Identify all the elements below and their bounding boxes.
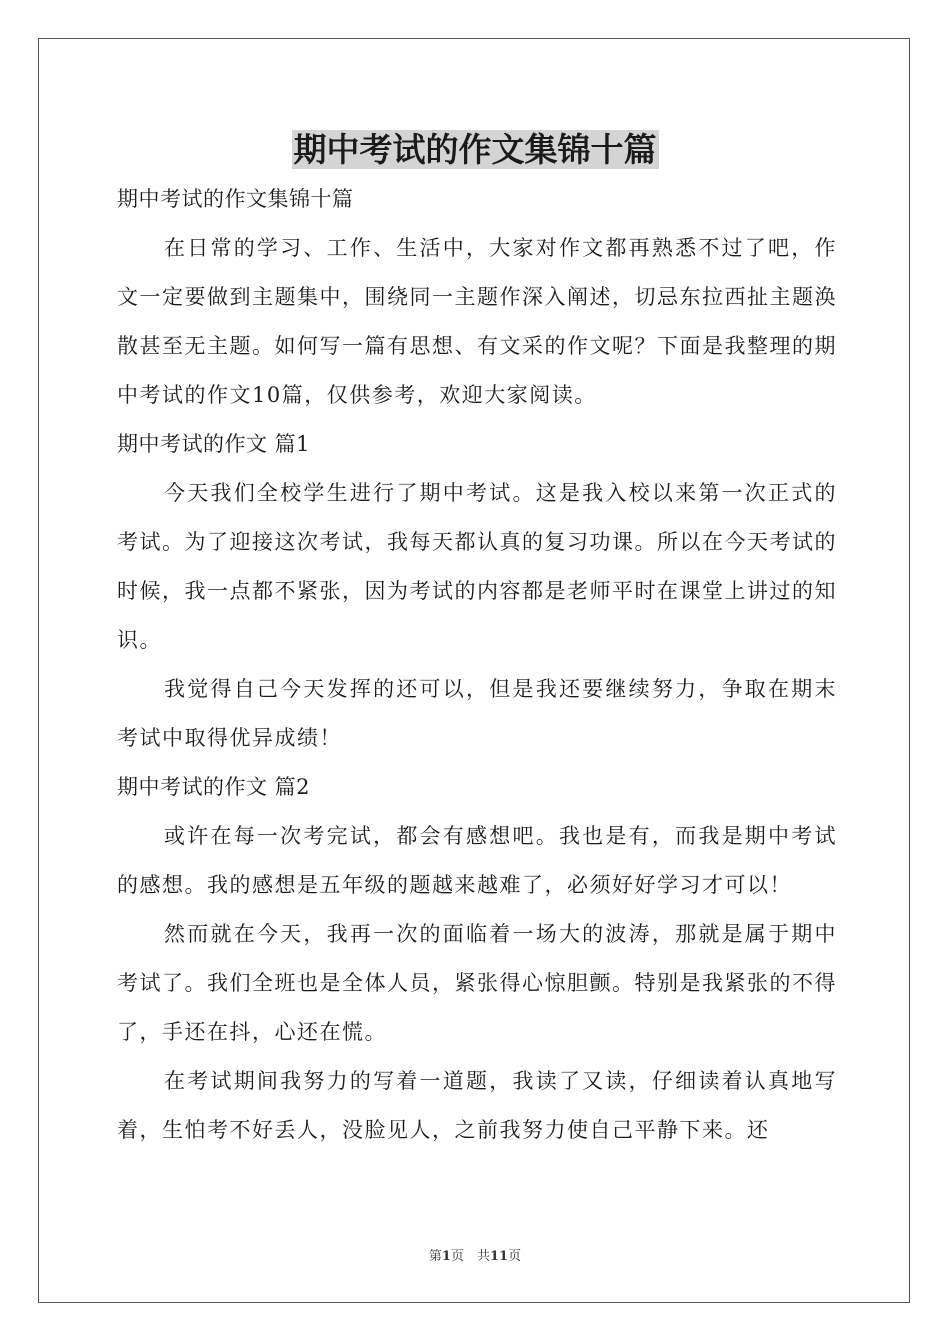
essay-2-heading: 期中考试的作文 篇2 (117, 775, 311, 799)
essay-2-paragraph-2: 然而就在今天，我再一次的面临着一场大的波涛，那就是属于期中考试了。我们全班也是全体人员，紧张得心惊胆颤。特别是我紧张的不得了，手还在抖，心还在慌。 (117, 922, 837, 1044)
footer-page-suffix: 页 (508, 1249, 522, 1264)
essay-2-paragraph-3: 在考试期间我努力的写着一道题，我读了又读，仔细读着认真地写着，生怕考不好丢人，没脸见人，之前我努力使自己平静下来。还 (117, 1069, 837, 1142)
page-footer (0, 1248, 950, 1266)
footer-page-prefix: 第 (428, 1249, 442, 1264)
essay-2-paragraph-1: 或许在每一次考完试，都会有感想吧。我也是有，而我是期中考试的感想。我的感想是五年级的题越来越难了，必须好好学习才可以！ (117, 824, 837, 897)
document-title (0, 128, 950, 172)
essay-1-paragraph-2: 我觉得自己今天发挥的还可以，但是我还要继续努力，争取在期末考试中取得优异成绩！ (117, 677, 837, 750)
essay-1-paragraph-1: 今天我们全校学生进行了期中考试。这是我入校以来第一次正式的考试。为了迎接这次考试，我每天都认真的复习功课。所以在今天考试的时候，我一点都不紧张，因为考试的内容都是老师平时在课堂上讲过的知识。 (117, 481, 837, 652)
essay-1-heading: 期中考试的作文 篇1 (117, 432, 311, 456)
intro-paragraph: 在日常的学习、工作、生活中，大家对作文都再熟悉不过了吧，作文一定要做到主题集中，围绕同一主题作深入阐述，切忌东拉西扯主题涣散甚至无主题。如何写一篇有思想、有文采的作文呢？下面是我整理的期中考试的作文10篇，仅供参考，欢迎大家阅读。 (117, 236, 837, 407)
intro-heading: 期中考试的作文集锦十篇 (117, 187, 354, 211)
footer-page-current: 1 (441, 1249, 451, 1264)
document-title-text: 期中考试的作文集锦十篇 (293, 130, 657, 169)
footer-page-total: 11 (489, 1249, 509, 1264)
document-body (117, 175, 837, 1155)
footer-page-mid: 页 共 (450, 1249, 490, 1264)
